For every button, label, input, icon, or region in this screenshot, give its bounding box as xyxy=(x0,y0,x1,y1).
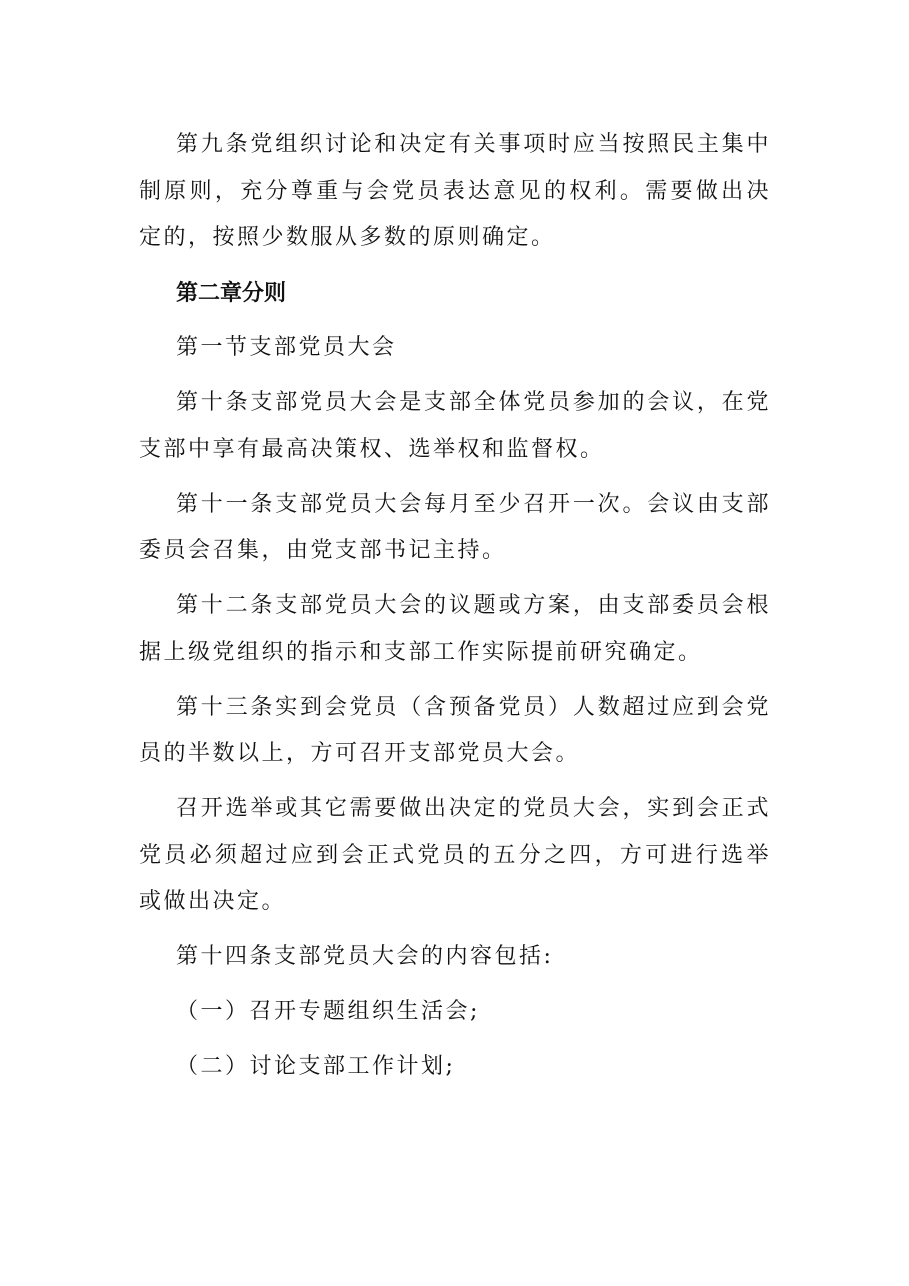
list-item-2: （二）讨论支部工作计划; xyxy=(176,1054,456,1079)
document-body xyxy=(139,122,771,1099)
paragraph-article-14: 第十四条支部党员大会的内容包括: xyxy=(176,944,554,969)
paragraph-article-13: 第十三条实到会党员（含预备党员）人数超过应到会党员的半数以上，方可召开支部党员大会。 xyxy=(139,694,771,766)
paragraph-article-11: 第十一条支部党员大会每月至少召开一次。会议由支部委员会召集，由党支部书记主持。 xyxy=(139,491,771,563)
paragraph-article-12: 第十二条支部党员大会的议题或方案，由支部委员会根据上级党组织的指示和支部工作实际提前研究确定。 xyxy=(139,593,771,665)
section-heading: 第一节支部党员大会 xyxy=(176,335,397,360)
chapter-heading: 第二章分则 xyxy=(176,280,287,306)
list-item-1: （一）召开专题组织生活会; xyxy=(176,999,480,1024)
paragraph-election-quorum: 召开选举或其它需要做出决定的党员大会，实到会正式党员必须超过应到会正式党员的五分之四，方可进行选举或做出决定。 xyxy=(139,796,771,914)
paragraph-article-9: 第九条党组织讨论和决定有关事项时应当按照民主集中制原则，充分尊重与会党员表达意见的权利。需要做出决定的，按照少数服从多数的原则确定。 xyxy=(139,132,771,250)
paragraph-article-10: 第十条支部党员大会是支部全体党员参加的会议，在党支部中享有最高决策权、选举权和监督权。 xyxy=(139,390,771,462)
